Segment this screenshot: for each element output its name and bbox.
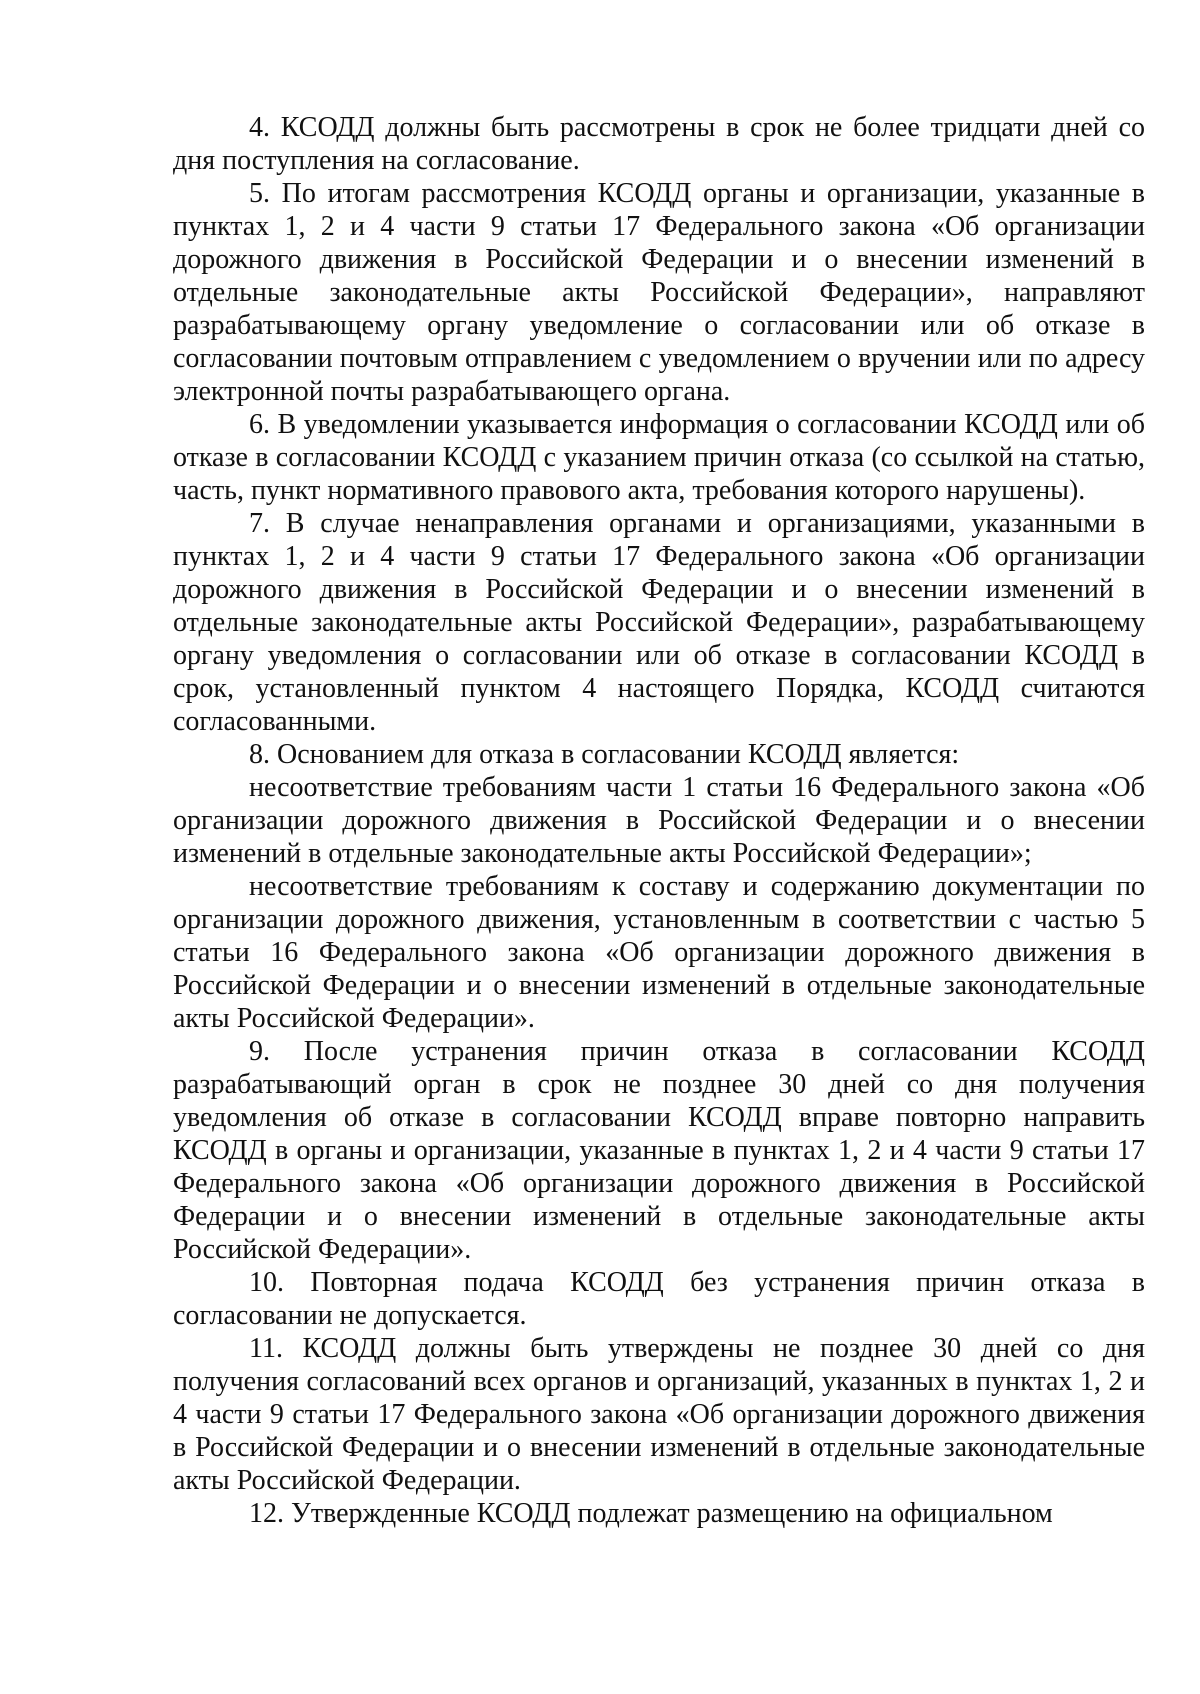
paragraph-item-8-reason-2: несоответствие требованиям к составу и содержанию документации по организации дорожного движения, установленным в соответствии с частью 5 статьи 16 Федерального закона «Об организации дорожного движения в Российской Федерации и о внесении изменений в отдельные законодательные акты Российской Федерации». (173, 871, 1145, 1034)
paragraph-item-7: 7. В случае ненаправления органами и организациями, указанными в пунктах 1, 2 и 4 части 9 статьи 17 Федерального закона «Об организации дорожного движения в Российской Федерации и о внесении изменений в отдельные законодательные акты Российской Федерации», разрабатывающему органу уведомления о согласовании или об отказе в согласовании КСОДД в срок, установленный пунктом 4 настоящего Порядка, КСОДД считаются согласованными. (173, 508, 1145, 737)
paragraph-item-5: 5. По итогам рассмотрения КСОДД органы и организации, указанные в пунктах 1, 2 и 4 части 9 статьи 17 Федерального закона «Об организации дорожного движения в Российской Федерации и о внесении изменений в отдельные законодательные акты Российской Федерации», направляют разрабатывающему органу уведомление о согласовании или об отказе в согласовании почтовым отправлением с уведомлением о вручении или по адресу электронной почты разрабатывающего органа. (173, 178, 1145, 407)
paragraph-item-9: 9. После устранения причин отказа в согласовании КСОДД разрабатывающий орган в срок не позднее 30 дней со дня получения уведомления об отказе в согласовании КСОДД вправе повторно направить КСОДД в органы и организации, указанные в пунктах 1, 2 и 4 части 9 статьи 17 Федерального закона «Об организации дорожного движения в Российской Федерации и о внесении изменений в отдельные законодательные акты Российской Федерации». (173, 1036, 1145, 1265)
paragraph-item-11: 11. КСОДД должны быть утверждены не позднее 30 дней со дня получения согласований всех органов и организаций, указанных в пунктах 1, 2 и 4 части 9 статьи 17 Федерального закона «Об организации дорожного движения в Российской Федерации и о внесении изменений в отдельные законодательные акты Российской Федерации. (173, 1333, 1145, 1496)
document-page (173, 111, 1145, 1530)
paragraph-item-4: 4. КСОДД должны быть рассмотрены в срок не более тридцати дней со дня поступления на согласование. (173, 112, 1145, 176)
paragraph-item-12: 12. Утвержденные КСОДД подлежат размещению на официальном (249, 1498, 1053, 1529)
paragraph-item-6: 6. В уведомлении указывается информация о согласовании КСОДД или об отказе в согласовании КСОДД с указанием причин отказа (со ссылкой на статью, часть, пункт нормативного правового акта, требования которого нарушены). (173, 409, 1145, 506)
paragraph-item-8-reason-1: несоответствие требованиям части 1 статьи 16 Федерального закона «Об организации дорожного движения в Российской Федерации и о внесении изменений в отдельные законодательные акты Российской Федерации»; (173, 772, 1145, 869)
paragraph-item-8: 8. Основанием для отказа в согласовании КСОДД является: (249, 739, 960, 770)
paragraph-item-10: 10. Повторная подача КСОДД без устранения причин отказа в согласовании не допускается. (173, 1267, 1145, 1331)
